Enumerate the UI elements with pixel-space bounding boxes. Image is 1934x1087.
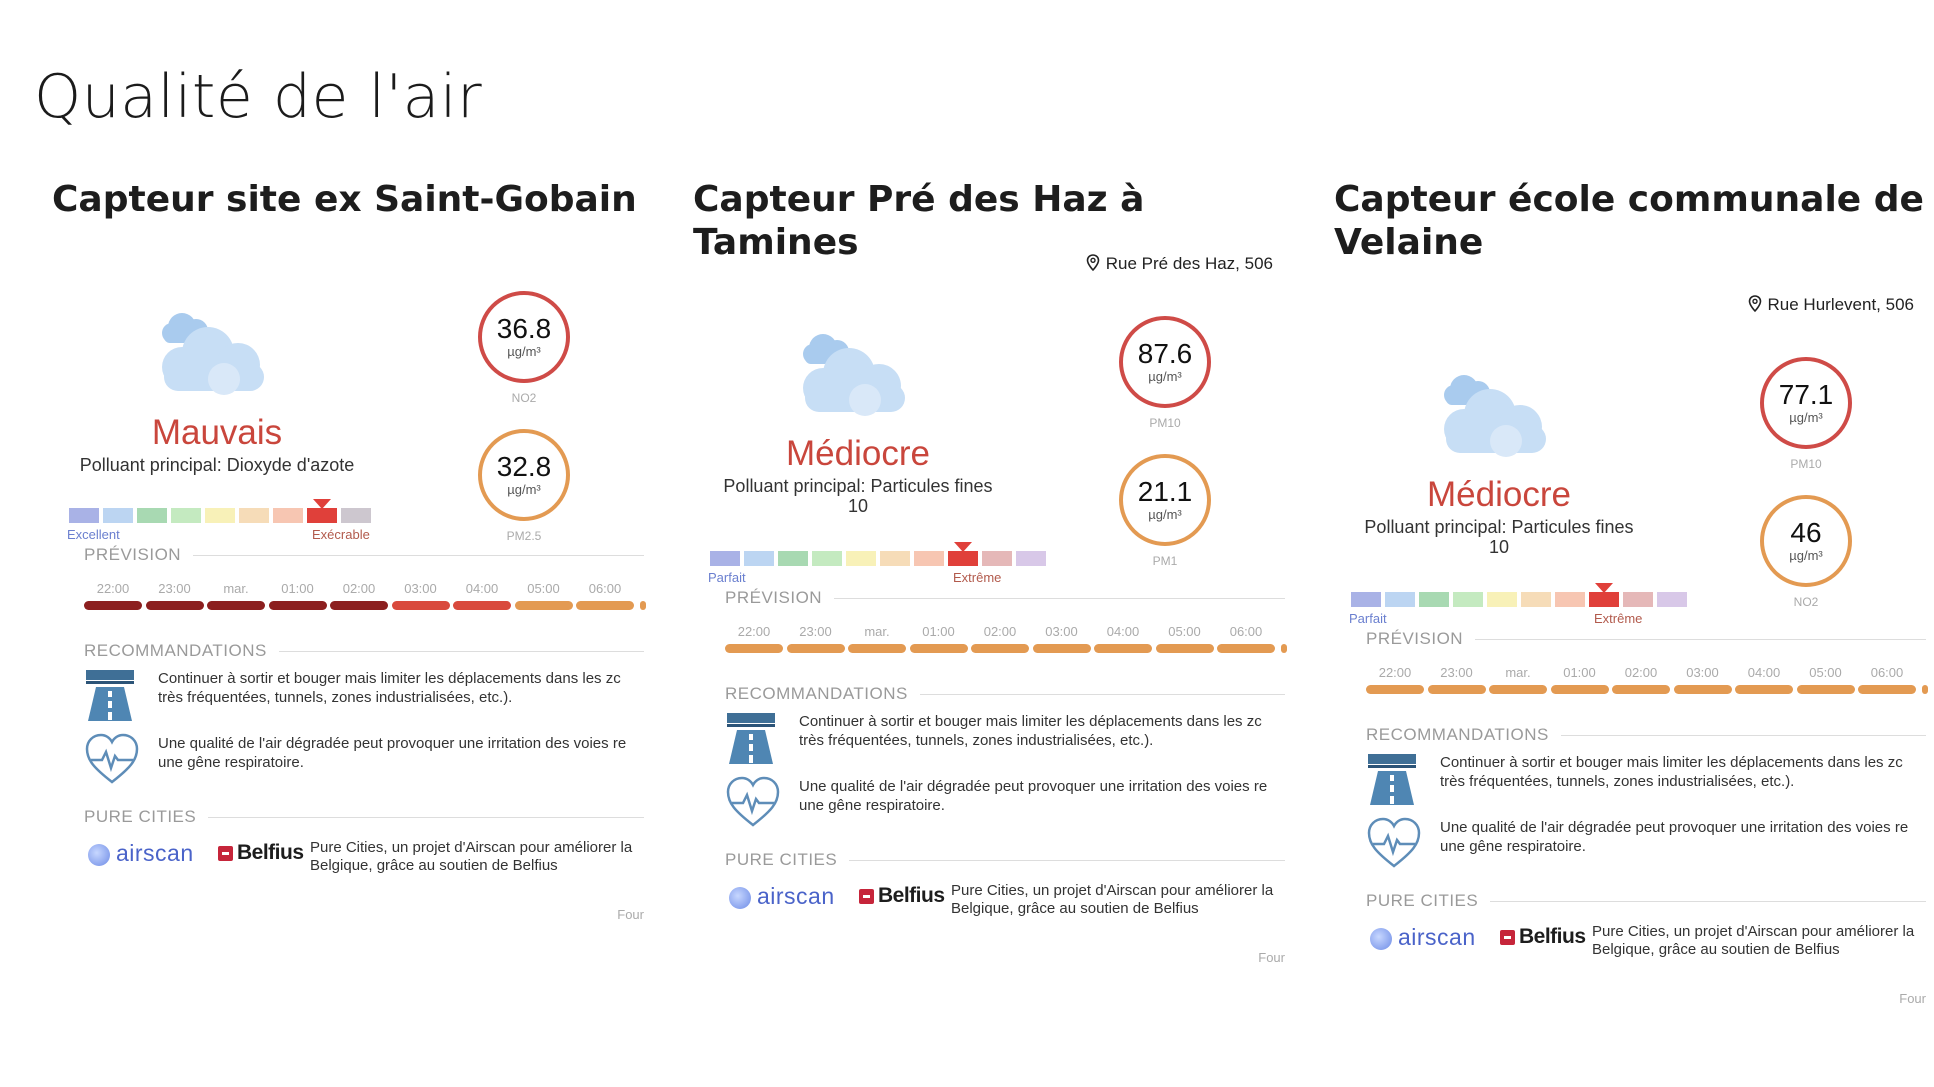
gauge-secondary (478, 429, 570, 521)
forecast-bar (1797, 685, 1855, 694)
forecast-bar-edge (1281, 644, 1287, 653)
recommendation-line: Une qualité de l'air dégradée peut provoquer une irritation des voies re (158, 735, 627, 752)
forecast-bar (1217, 644, 1275, 653)
forecast-title: PRÉVISION (1366, 629, 1475, 649)
pure-cities-heading (84, 807, 644, 827)
scale-segment (205, 508, 235, 523)
gauge-label: PM10 (1790, 457, 1822, 471)
belfius-logo-icon (859, 889, 874, 904)
gauge-label: PM10 (1149, 416, 1181, 430)
gauge-label: NO2 (1793, 595, 1819, 609)
heart-pulse-icon (84, 732, 144, 788)
forecast-hour: 02:00 (1624, 665, 1658, 680)
main-pollutant (1334, 517, 1664, 557)
pure-cities-description-line: Belgique, grâce au soutien de Belfius (310, 857, 558, 874)
scale-segment (710, 551, 740, 566)
scale-segment (1385, 592, 1415, 607)
scale-left-label: Parfait (1349, 611, 1387, 626)
scale-segment (273, 508, 303, 523)
pure-cities-heading (725, 850, 1285, 870)
pure-cities-description (1592, 923, 1934, 959)
forecast-bar (1551, 685, 1609, 694)
road-tunnel-icon (725, 710, 785, 766)
main-pollutant-line1: Polluant principal: Particules fines (1364, 517, 1634, 537)
pure-cities-title: PURE CITIES (84, 807, 208, 827)
scale-segment (239, 508, 269, 523)
forecast-hour: 04:00 (1747, 665, 1781, 680)
gauge-value: 36.8 (496, 313, 552, 344)
main-pollutant-line2: 10 (847, 496, 869, 516)
forecast-hour: 06:00 (1229, 624, 1263, 639)
air-quality-status: Médiocre (1427, 475, 1571, 514)
airscan-logo[interactable]: airscan (757, 883, 835, 909)
gauge-unit: µg/m³ (507, 482, 541, 497)
scale-right-label: Extrême (1594, 611, 1643, 626)
recommendation-line: Continuer à sortir et bouger mais limiter les déplacements dans les zc (1440, 754, 1903, 771)
scale-left-label: Parfait (708, 570, 746, 585)
sensor-card (693, 0, 1293, 1079)
forecast-bar (1858, 685, 1916, 694)
forecast-bar (207, 601, 265, 610)
sensor-title: Capteur site ex Saint-Gobain (52, 179, 637, 220)
recommendation-item (84, 667, 652, 727)
recommendation-item (725, 775, 1293, 835)
recommendation-text (1440, 753, 1934, 791)
sensor-address[interactable] (1086, 254, 1273, 276)
recommendations-heading (1366, 725, 1926, 745)
sensor-address[interactable] (1748, 295, 1914, 317)
sensor-address-text: Rue Hurlevent, 506 (1767, 295, 1914, 314)
scale-segment (1623, 592, 1653, 607)
main-pollutant (693, 476, 1023, 516)
forecast-bar (1428, 685, 1486, 694)
airscan-logo-icon (729, 887, 751, 909)
gauge-unit: µg/m³ (1789, 410, 1823, 425)
main-pollutant-line1: Polluant principal: Dioxyde d'azote (79, 455, 355, 475)
forecast-hour: 05:00 (527, 581, 560, 596)
forecast-hour: 05:00 (1809, 665, 1842, 680)
pure-cities-description-line: Belgique, grâce au soutien de Belfius (951, 900, 1199, 917)
gauge-unit: µg/m³ (1148, 369, 1182, 384)
scale-segment (171, 508, 201, 523)
forecast-hour: mar. (1505, 665, 1531, 680)
forecast-heading (725, 588, 1285, 608)
forecast-bar (269, 601, 327, 610)
pure-cities-description-line: Pure Cities, un projet d'Airscan pour améliorer la (310, 839, 633, 856)
recommendation-line: Une qualité de l'air dégradée peut provoquer une irritation des voies re (799, 778, 1268, 795)
recommendation-text (799, 712, 1293, 750)
recommendation-text (158, 734, 652, 772)
footer-link[interactable]: Four (1899, 991, 1926, 1006)
scale-segment (982, 551, 1012, 566)
forecast-hour: 22:00 (96, 581, 130, 596)
airscan-logo[interactable]: airscan (116, 840, 194, 866)
airscan-logo-icon (88, 844, 110, 866)
forecast-hours (725, 624, 1285, 640)
heart-pulse-icon (725, 775, 785, 831)
gauge-unit: µg/m³ (1148, 507, 1182, 522)
forecast-hour: 02:00 (342, 581, 376, 596)
recommendations-title: RECOMMANDATIONS (84, 641, 279, 661)
pure-cities-description (310, 839, 652, 875)
recommendation-item (1366, 751, 1934, 811)
sensor-address-text: Rue Pré des Haz, 506 (1105, 254, 1273, 273)
pure-cities-description-line: Pure Cities, un projet d'Airscan pour améliorer la (951, 882, 1274, 899)
scale-segment (103, 508, 133, 523)
gauge-secondary (1119, 454, 1211, 546)
sensor-body (52, 305, 652, 1025)
page-title: Qualité de l'air (34, 62, 483, 132)
forecast-bar (576, 601, 634, 610)
sensor-title: Capteur Pré des Haz à Tamines (693, 179, 1145, 263)
cloud-icon (791, 326, 915, 422)
main-pollutant-line2: 10 (1488, 537, 1510, 557)
footer-link[interactable]: Four (1258, 950, 1285, 965)
sensor-title: Capteur école communale de Velaine (1334, 179, 1924, 263)
forecast-hour: 01:00 (281, 581, 314, 596)
forecast-hour: 02:00 (983, 624, 1017, 639)
forecast-title: PRÉVISION (84, 545, 193, 565)
quality-scale (1351, 592, 1691, 608)
recommendations-heading (84, 641, 644, 661)
recommendation-line: Une qualité de l'air dégradée peut provoquer une irritation des voies re (1440, 819, 1909, 836)
gauge-value: 87.6 (1137, 338, 1193, 369)
gauge-unit: µg/m³ (507, 344, 541, 359)
recommendation-text (1440, 818, 1934, 856)
sensor-body (1334, 367, 1934, 1087)
partner-brands (88, 838, 652, 878)
forecast-bar (392, 601, 450, 610)
scale-segment (307, 508, 337, 523)
scale-marker (1595, 583, 1613, 593)
forecast-hour: 06:00 (588, 581, 622, 596)
sensor-body (693, 326, 1293, 1046)
forecast-bar (330, 601, 388, 610)
footer-link[interactable]: Four (617, 907, 644, 922)
recommendation-line: Continuer à sortir et bouger mais limiter les déplacements dans les zc (799, 713, 1262, 730)
forecast-bar (1156, 644, 1214, 653)
forecast-hour: 23:00 (158, 581, 191, 596)
belfius-logo-icon (1500, 930, 1515, 945)
forecast-hour: 23:00 (799, 624, 832, 639)
forecast-title: PRÉVISION (725, 588, 834, 608)
forecast-bar (725, 644, 783, 653)
scale-segment (341, 508, 371, 523)
quality-scale (69, 508, 409, 524)
forecast-hour: 05:00 (1168, 624, 1201, 639)
recommendations-title: RECOMMANDATIONS (1366, 725, 1561, 745)
recommendations-heading (725, 684, 1285, 704)
gauge-label: PM1 (1152, 554, 1178, 568)
sensor-card (1334, 0, 1934, 1079)
recommendation-line: Continuer à sortir et bouger mais limiter les déplacements dans les zc (158, 670, 621, 687)
forecast-bar (1033, 644, 1091, 653)
gauge-label: NO2 (511, 391, 537, 405)
forecast-hour: 22:00 (737, 624, 771, 639)
belfius-logo[interactable]: Belfius (878, 884, 945, 907)
recommendation-line: très fréquentées, tunnels, zones industrialisées, etc.). (158, 689, 513, 706)
scale-segment (1521, 592, 1551, 607)
forecast-bar (1094, 644, 1152, 653)
forecast-bar-edge (640, 601, 646, 610)
gauge-primary (1760, 357, 1852, 449)
forecast-bar (848, 644, 906, 653)
pure-cities-description-line: Pure Cities, un projet d'Airscan pour améliorer la (1592, 923, 1915, 940)
belfius-logo[interactable]: Belfius (1519, 925, 1586, 948)
airscan-logo-icon (1370, 928, 1392, 950)
scale-marker (313, 499, 331, 509)
scale-segment (744, 551, 774, 566)
location-pin-icon (1086, 254, 1100, 276)
recommendations-title: RECOMMANDATIONS (725, 684, 920, 704)
recommendation-text (158, 669, 652, 707)
recommendation-item (1366, 816, 1934, 876)
gauge-value: 77.1 (1778, 379, 1834, 410)
scale-segment (69, 508, 99, 523)
pure-cities-title: PURE CITIES (725, 850, 849, 870)
main-pollutant (52, 455, 382, 475)
scale-segment (137, 508, 167, 523)
quality-scale (710, 551, 1050, 567)
pure-cities-heading (1366, 891, 1926, 911)
forecast-hour: 03:00 (1045, 624, 1078, 639)
gauge-primary (478, 291, 570, 383)
forecast-hour: 22:00 (1378, 665, 1412, 680)
forecast-bar (910, 644, 968, 653)
scale-segment (948, 551, 978, 566)
recommendation-line: une gêne respiratoire. (158, 754, 304, 771)
belfius-logo[interactable]: Belfius (237, 841, 304, 864)
scale-left-label: Excellent (67, 527, 120, 542)
forecast-hour: 03:00 (404, 581, 437, 596)
forecast-hours (1366, 665, 1926, 681)
scale-segment (812, 551, 842, 566)
forecast-hour: 06:00 (1870, 665, 1904, 680)
gauge-secondary (1760, 495, 1852, 587)
scale-marker (954, 542, 972, 552)
forecast-hours (84, 581, 644, 597)
recommendation-line: une gêne respiratoire. (1440, 838, 1586, 855)
scale-right-label: Extrême (953, 570, 1002, 585)
forecast-bar (515, 601, 573, 610)
forecast-hour: mar. (864, 624, 890, 639)
pure-cities-description (951, 882, 1293, 918)
pure-cities-description-line: Belgique, grâce au soutien de Belfius (1592, 941, 1840, 958)
forecast-bar (146, 601, 204, 610)
gauge-unit: µg/m³ (1789, 548, 1823, 563)
gauge-value: 46 (1790, 517, 1822, 548)
forecast-bar (1674, 685, 1732, 694)
forecast-bar (453, 601, 511, 610)
forecast-bars (84, 601, 652, 611)
scale-segment (914, 551, 944, 566)
forecast-bar-edge (1922, 685, 1928, 694)
forecast-bar (787, 644, 845, 653)
road-tunnel-icon (1366, 751, 1426, 807)
air-quality-status: Médiocre (786, 434, 930, 473)
gauge-value: 21.1 (1137, 476, 1193, 507)
cloud-icon (1432, 367, 1556, 463)
scale-segment (778, 551, 808, 566)
forecast-heading (1366, 629, 1926, 649)
forecast-bar (1366, 685, 1424, 694)
pure-cities-title: PURE CITIES (1366, 891, 1490, 911)
gauge-value: 32.8 (496, 451, 552, 482)
scale-segment (1487, 592, 1517, 607)
forecast-bar (1489, 685, 1547, 694)
recommendation-line: une gêne respiratoire. (799, 797, 945, 814)
scale-segment (1555, 592, 1585, 607)
recommendation-line: très fréquentées, tunnels, zones industrialisées, etc.). (1440, 773, 1795, 790)
forecast-bar (1735, 685, 1793, 694)
scale-right-label: Exécrable (312, 527, 370, 542)
forecast-hour: 01:00 (922, 624, 955, 639)
recommendation-item (725, 710, 1293, 770)
scale-segment (846, 551, 876, 566)
forecast-hour: mar. (223, 581, 249, 596)
gauge-label: PM2.5 (506, 529, 542, 543)
partner-brands (1370, 922, 1934, 962)
belfius-logo-icon (218, 846, 233, 861)
forecast-bars (1366, 685, 1934, 695)
cloud-icon (150, 305, 274, 401)
forecast-bar (1612, 685, 1670, 694)
gauge-primary (1119, 316, 1211, 408)
location-pin-icon (1748, 295, 1762, 317)
scale-segment (1453, 592, 1483, 607)
recommendation-text (799, 777, 1293, 815)
sensor-card (52, 0, 652, 1079)
forecast-hour: 01:00 (1563, 665, 1596, 680)
recommendation-line: très fréquentées, tunnels, zones industrialisées, etc.). (799, 732, 1154, 749)
scale-segment (1589, 592, 1619, 607)
forecast-hour: 23:00 (1440, 665, 1473, 680)
forecast-bar (971, 644, 1029, 653)
forecast-hour: 04:00 (465, 581, 499, 596)
forecast-bar (84, 601, 142, 610)
scale-segment (1419, 592, 1449, 607)
forecast-hour: 03:00 (1686, 665, 1719, 680)
forecast-bars (725, 644, 1293, 654)
heart-pulse-icon (1366, 816, 1426, 872)
forecast-hour: 04:00 (1106, 624, 1140, 639)
scale-segment (1657, 592, 1687, 607)
forecast-heading (84, 545, 644, 565)
main-pollutant-line1: Polluant principal: Particules fines (723, 476, 993, 496)
airscan-logo[interactable]: airscan (1398, 924, 1476, 950)
scale-segment (1351, 592, 1381, 607)
partner-brands (729, 881, 1293, 921)
air-quality-status: Mauvais (151, 413, 283, 452)
recommendation-item (84, 732, 652, 792)
scale-segment (880, 551, 910, 566)
road-tunnel-icon (84, 667, 144, 723)
scale-segment (1016, 551, 1046, 566)
